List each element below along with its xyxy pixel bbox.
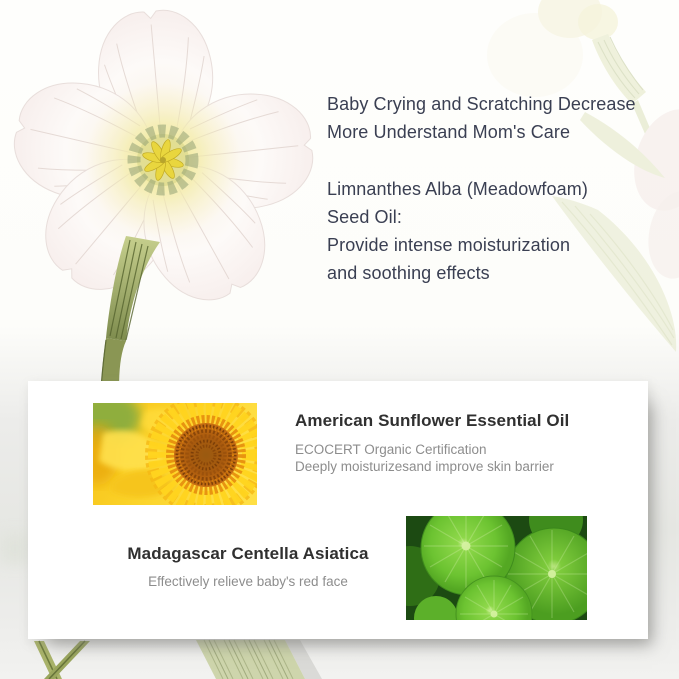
sunflower-section [295,411,569,475]
headline-line-1: Baby Crying and Scratching Decrease [327,94,636,114]
ingredient-line-4: and soothing effects [327,263,490,283]
centella-photo [406,516,587,620]
centella-title: Madagascar Centella Asiatica [127,544,369,563]
sunflower-title: American Sunflower Essential Oil [295,411,570,430]
ingredient-text [327,175,588,287]
ingredient-line-1: Limnanthes Alba (Meadowfoam) [327,179,588,199]
sunflower-desc-line-2: Deeply moisturizesand improve skin barrier [295,459,554,474]
meadowfoam-flower-illustration-icon [0,0,340,390]
ingredient-line-3: Provide intense moisturization [327,235,571,255]
headline-line-2: More Understand Mom's Care [327,122,571,142]
centella-description: Effectively relieve baby's red face [148,574,348,589]
sunflower-photo [93,403,257,505]
sunflower-description [295,441,569,475]
headline [327,90,636,146]
ingredients-card [28,381,648,639]
ingredient-line-2: Seed Oil: [327,207,402,227]
sunflower-desc-line-1: ECOCERT Organic Certification [295,442,487,457]
background-horizon-blur [0,534,30,564]
centella-section [98,544,398,590]
